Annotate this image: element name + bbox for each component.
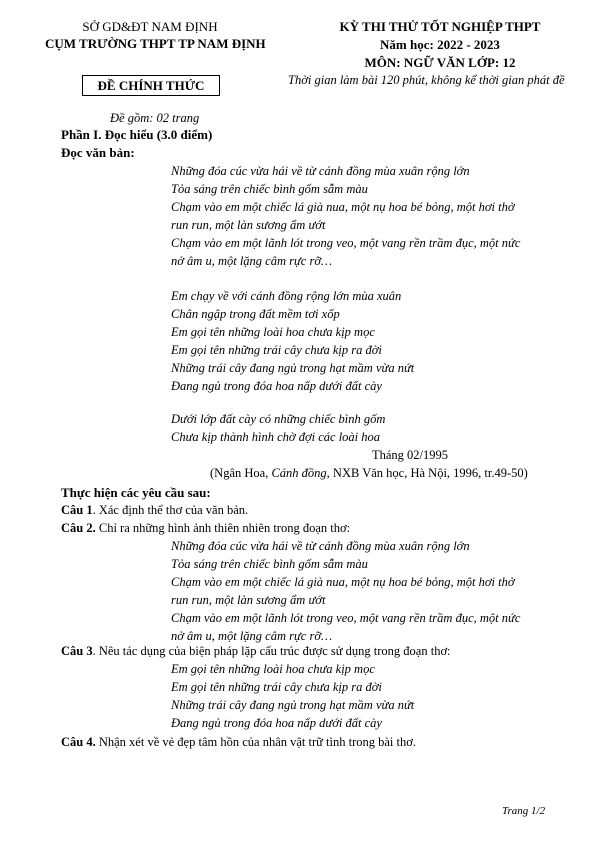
poem-line: Những trái cây đang ngủ trong hạt mầm vừa nứt bbox=[171, 361, 415, 375]
quote-line: Những đóa cúc vừa hái về từ cánh đồng mùa xuân rộng lớn bbox=[171, 539, 470, 553]
quote-line: Đang ngủ trong đóa hoa nấp dưới đất cày bbox=[171, 716, 382, 730]
poem-line: Chạm vào em một lãnh lót trong veo, một vang rền trầm đục, một nức bbox=[171, 236, 521, 250]
question-4-label: Câu 4. bbox=[61, 735, 96, 749]
poem-line: Em chạy về với cánh đồng rộng lớn mùa xuân bbox=[171, 289, 402, 303]
poem-line: Dưới lớp đất cày có những chiếc bình gốm bbox=[171, 412, 386, 426]
question-3 bbox=[61, 644, 451, 659]
quote-line: Chạm vào em một chiếc lá già nua, một nụ hoa bé bỏng, một hơi thở bbox=[171, 575, 515, 589]
quote-line: Tỏa sáng trên chiếc bình gốm sẫm màu bbox=[171, 557, 368, 571]
poem-line: Đang ngủ trong đóa hoa nấp dưới đất cày bbox=[171, 379, 382, 393]
department-name: SỞ GD&ĐT NAM ĐỊNH bbox=[82, 19, 218, 34]
question-3-quote bbox=[171, 662, 571, 734]
quote-line: Em gọi tên những loài hoa chưa kịp mọc bbox=[171, 662, 375, 676]
poem-stanza-3 bbox=[171, 412, 571, 448]
poem-stanza-2 bbox=[171, 289, 571, 399]
source-title: Cánh đồng bbox=[271, 466, 327, 480]
tasks-label: Thực hiện các yêu cầu sau: bbox=[61, 485, 211, 500]
poem-line: Những đóa cúc vừa hái về từ cánh đồng mùa xuân rộng lớn bbox=[171, 164, 470, 178]
poem-line: run run, một làn sương ẩm ướt bbox=[171, 218, 326, 232]
question-1 bbox=[61, 503, 248, 518]
quote-line: nở âm u, một lặng câm rực rỡ… bbox=[171, 629, 333, 643]
quote-line: run run, một làn sương ẩm ướt bbox=[171, 593, 326, 607]
poem-date: Tháng 02/1995 bbox=[372, 448, 449, 462]
question-4-text: Nhận xét về vẻ đẹp tâm hồn của nhân vật trữ tình trong bài thơ. bbox=[95, 735, 416, 749]
question-2-quote bbox=[171, 539, 571, 649]
quote-line: Chạm vào em một lãnh lót trong veo, một vang rền trầm đục, một nức bbox=[171, 611, 521, 625]
poem-stanza-1 bbox=[171, 164, 571, 274]
subject: MÔN: NGỮ VĂN LỚP: 12 bbox=[364, 55, 516, 70]
question-3-text: . Nêu tác dụng của biện pháp lặp cấu trúc được sử dụng trong đoạn thơ: bbox=[92, 644, 451, 658]
quote-line: Em gọi tên những trái cây chưa kịp ra đời bbox=[171, 680, 382, 694]
question-2 bbox=[61, 521, 350, 536]
page-number: Trang 1/2 bbox=[502, 805, 546, 817]
school-cluster-name: CỤM TRƯỜNG THPT TP NAM ĐỊNH bbox=[45, 36, 266, 51]
time-note: Thời gian làm bài 120 phút, không kể thời gian phát đề bbox=[288, 73, 565, 87]
poem-source bbox=[210, 466, 528, 481]
poem-line: Chạm vào em một chiếc lá già nua, một nụ hoa bé bỏng, một hơi thở bbox=[171, 200, 515, 214]
poem-line: Chân ngập trong đất mềm tơi xốp bbox=[171, 307, 340, 321]
poem-line: nở âm u, một lặng câm rực rỡ… bbox=[171, 254, 333, 268]
source-suffix: , NXB Văn học, Hà Nội, 1996, tr.49-50) bbox=[326, 466, 528, 480]
official-exam-box bbox=[82, 75, 220, 96]
question-3-label: Câu 3 bbox=[61, 644, 93, 658]
question-1-text: . Xác định thể thơ của văn bản. bbox=[92, 503, 249, 517]
part1-title: Phần I. Đọc hiểu (3.0 điểm) bbox=[61, 127, 213, 142]
poem-line: Em gọi tên những trái cây chưa kịp ra đời bbox=[171, 343, 382, 357]
exam-title: KỲ THI THỬ TỐT NGHIỆP THPT bbox=[339, 19, 541, 34]
school-year: Năm học: 2022 - 2023 bbox=[380, 37, 500, 52]
read-label: Đọc văn bản: bbox=[61, 145, 135, 160]
pages-note: Đề gồm: 02 trang bbox=[110, 111, 200, 125]
official-exam-label: ĐỀ CHÍNH THỨC bbox=[97, 78, 205, 93]
poem-line: Em gọi tên những loài hoa chưa kịp mọc bbox=[171, 325, 375, 339]
quote-line: Những trái cây đang ngủ trong hạt mầm vừa nứt bbox=[171, 698, 415, 712]
source-prefix: (Ngân Hoa, bbox=[210, 466, 272, 480]
poem-line: Tỏa sáng trên chiếc bình gốm sẫm màu bbox=[171, 182, 368, 196]
question-4 bbox=[61, 735, 416, 750]
question-2-text: Chỉ ra những hình ảnh thiên nhiên trong đoạn thơ: bbox=[95, 521, 351, 535]
question-1-label: Câu 1 bbox=[61, 503, 93, 517]
question-2-label: Câu 2. bbox=[61, 521, 96, 535]
poem-line: Chưa kịp thành hình chờ đợi các loài hoa bbox=[171, 430, 381, 444]
